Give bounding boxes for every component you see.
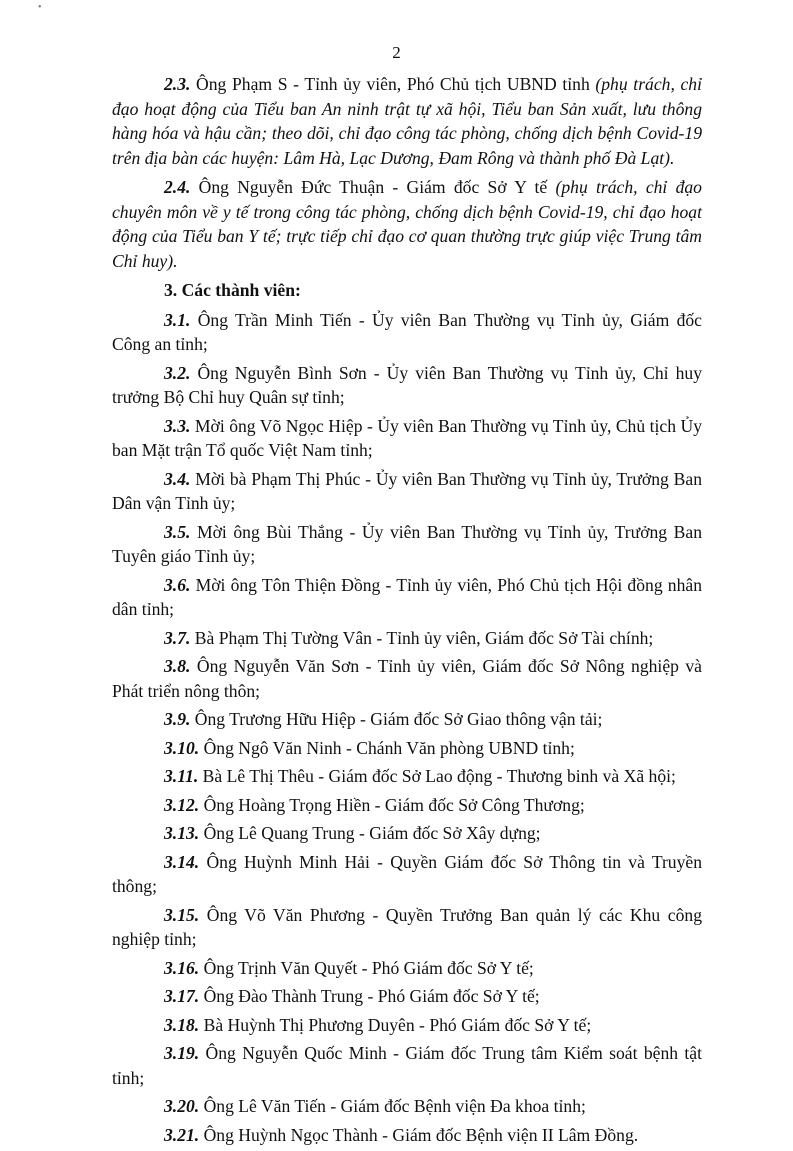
item-text: Mời bà Phạm Thị Phúc - Ủy viên Ban Thường vụ Tỉnh ủy, Trưởng Ban Dân vận Tỉnh ủy; — [112, 468, 702, 513]
document-body — [112, 72, 702, 1151]
list-item — [112, 414, 702, 463]
item-number: 3.10. — [164, 737, 200, 758]
item-text: Ông Huỳnh Minh Hải - Quyền Giám đốc Sở Thông tin và Truyền thông; — [112, 851, 702, 896]
item-text: Bà Phạm Thị Tường Vân - Tỉnh ủy viên, Giám đốc Sở Tài chính; — [194, 627, 654, 648]
item-text: Ông Đào Thành Trung - Phó Giám đốc Sở Y tế; — [203, 986, 540, 1006]
item-text: Ông Phạm S - Tỉnh ủy viên, Phó Chủ tịch UBND tỉnh — [196, 74, 590, 94]
item-number: 3.2. — [164, 362, 191, 383]
item-number: 3.18. — [164, 1014, 200, 1035]
item-text: Ông Trần Minh Tiến - Ủy viên Ban Thường vụ Tỉnh ủy, Giám đốc Công an tỉnh; — [112, 309, 702, 354]
list-item — [112, 1013, 702, 1038]
list-item — [112, 707, 702, 732]
list-item — [112, 626, 702, 651]
item-text: Ông Nguyễn Bình Sơn - Ủy viên Ban Thường vụ Tỉnh ủy, Chỉ huy trưởng Bộ Chỉ huy Quân sự tỉnh; — [112, 362, 702, 407]
paragraph-2-4 — [112, 175, 702, 273]
item-text: Ông Nguyễn Quốc Minh - Giám đốc Trung tâm Kiểm soát bệnh tật tỉnh; — [112, 1043, 702, 1088]
list-item — [112, 956, 702, 981]
list-item — [112, 764, 702, 789]
item-number: 3.20. — [164, 1096, 200, 1116]
item-number: 3.8. — [164, 656, 191, 676]
item-number: 3.14. — [164, 851, 200, 872]
list-item — [112, 520, 702, 569]
list-item — [112, 984, 702, 1009]
item-number: 3.17. — [164, 986, 200, 1006]
page-number: 2 — [392, 43, 401, 62]
item-text: Ông Nguyễn Đức Thuận - Giám đốc Sở Y tế — [198, 177, 548, 197]
item-number: 3.15. — [164, 904, 200, 925]
item-number: 2.3. — [164, 74, 191, 94]
item-text: Ông Nguyễn Văn Sơn - Tỉnh ủy viên, Giám đốc Sở Nông nghiệp và Phát triển nông thôn; — [112, 656, 702, 701]
item-text: Mời ông Tôn Thiện Đồng - Tỉnh ủy viên, Phó Chủ tịch Hội đồng nhân dân tỉnh; — [112, 574, 702, 619]
item-text: Ông Trịnh Văn Quyết - Phó Giám đốc Sở Y tế; — [203, 957, 534, 978]
item-text: Mời ông Võ Ngọc Hiệp - Ủy viên Ban Thường vụ Tỉnh ủy, Chủ tịch Ủy ban Mặt trận Tổ quốc Việt Nam tỉnh; — [112, 415, 702, 460]
item-text: Ông Ngô Văn Ninh - Chánh Văn phòng UBND tỉnh; — [203, 737, 575, 758]
list-item — [112, 850, 702, 899]
item-text: Ông Hoàng Trọng Hiền - Giám đốc Sở Công Thương; — [203, 794, 585, 815]
item-number: 3.13. — [164, 823, 200, 843]
item-number: 3.9. — [164, 709, 191, 729]
list-item — [112, 361, 702, 410]
item-number: 3.12. — [164, 794, 200, 815]
item-number: 3.21. — [164, 1124, 200, 1145]
item-number: 3.1. — [164, 309, 191, 330]
item-text: Bà Lê Thị Thêu - Giám đốc Sở Lao động - Thương binh và Xã hội; — [202, 766, 676, 786]
item-number: 3.4. — [164, 468, 191, 489]
item-number: 3.11. — [164, 766, 199, 786]
item-number: 3.19. — [164, 1043, 200, 1063]
list-item — [112, 308, 702, 357]
list-item — [112, 1094, 702, 1119]
list-item — [112, 467, 702, 516]
list-item — [112, 903, 702, 952]
item-text: Bà Huỳnh Thị Phương Duyên - Phó Giám đốc Sở Y tế; — [203, 1014, 592, 1035]
scan-mark: • — [38, 2, 42, 13]
list-item — [112, 573, 702, 622]
members-list — [112, 308, 702, 1148]
item-text: Ông Lê Quang Trung - Giám đốc Sở Xây dựng; — [203, 823, 541, 843]
item-text: Ông Lê Văn Tiến - Giám đốc Bệnh viện Đa khoa tỉnh; — [203, 1096, 586, 1116]
item-text: Mời ông Bùi Thắng - Ủy viên Ban Thường vụ Tỉnh ủy, Trưởng Ban Tuyên giáo Tỉnh ủy; — [112, 521, 702, 566]
list-item — [112, 1041, 702, 1090]
item-number: 3.7. — [164, 627, 191, 648]
item-note: (phụ trách, chỉ đạo hoạt động của Tiểu ban An ninh trật tự xã hội, Tiểu ban Sản xuất, lưu thông hàng hóa và hậu cần; theo dõi, chỉ đạo công tác phòng, chống dịch bệnh Covid-19 trên địa bàn các huyện: Lâm Hà, Lạc Dương, Đam Rông và thành phố Đà Lạt). — [112, 74, 702, 168]
item-number: 2.4. — [164, 177, 191, 197]
item-text: Ông Huỳnh Ngọc Thành - Giám đốc Bệnh viện II Lâm Đồng. — [203, 1124, 639, 1145]
list-item — [112, 654, 702, 703]
item-number: 3.6. — [164, 574, 191, 595]
item-note: (phụ trách, chỉ đạo chuyên môn về y tế trong công tác phòng, chống dịch bệnh Covid-19, chỉ đạo hoạt động của Tiểu ban Y tế; trực tiếp chỉ đạo cơ quan thường trực giúp việc Trung tâm Chỉ huy). — [112, 177, 702, 271]
item-number: 3.3. — [164, 415, 191, 436]
list-item — [112, 793, 702, 818]
list-item — [112, 1123, 702, 1148]
item-number: 3.5. — [164, 521, 191, 542]
item-text: Ông Võ Văn Phương - Quyền Trưởng Ban quản lý các Khu công nghiệp tỉnh; — [112, 904, 702, 949]
section-heading-members: 3. Các thành viên: — [164, 280, 301, 300]
paragraph-2-3 — [112, 72, 702, 170]
item-number: 3.16. — [164, 957, 200, 978]
list-item — [112, 736, 702, 761]
list-item — [112, 821, 702, 846]
item-text: Ông Trương Hữu Hiệp - Giám đốc Sở Giao thông vận tải; — [194, 709, 603, 729]
